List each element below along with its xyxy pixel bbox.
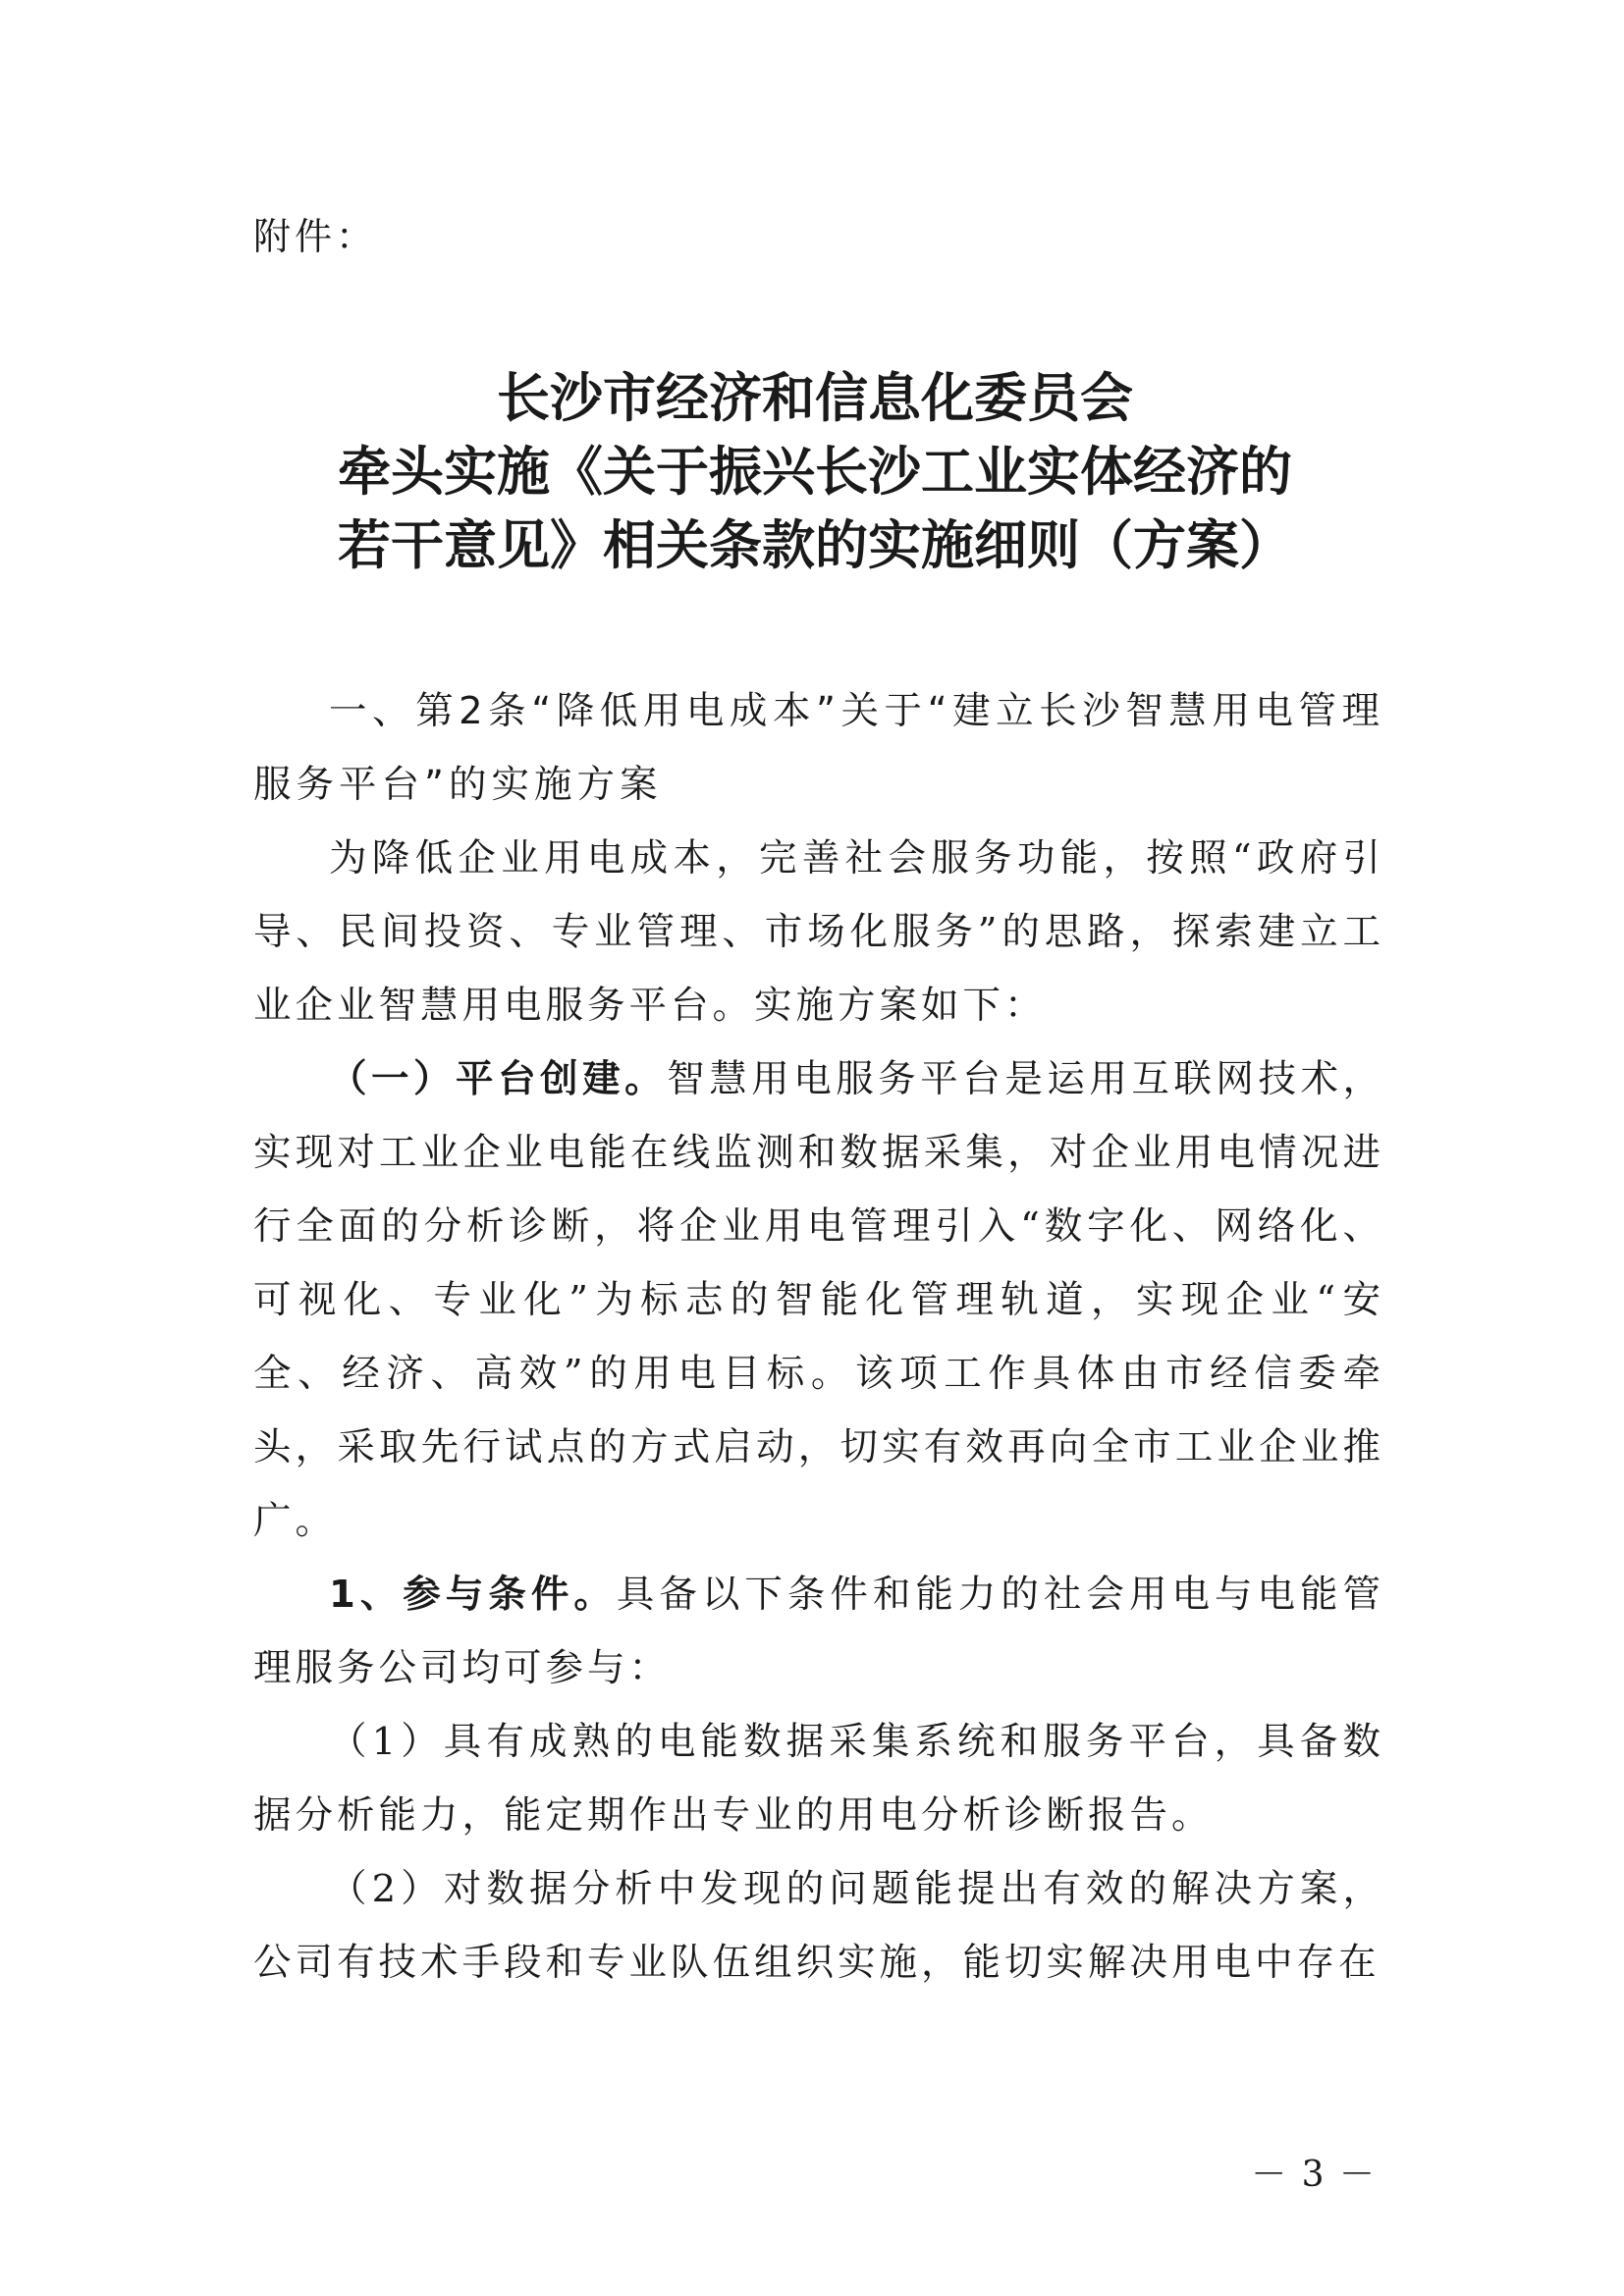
- condition-item-1: （1）具有成熟的电能数据采集系统和服务平台，具备数据分析能力，能定期作出专业的用电分析诊断报告。: [253, 1720, 1384, 1838]
- title-line-2: 牵头实施《关于振兴长沙工业实体经济的: [338, 441, 1292, 503]
- platform-lead: （一）平台创建。: [329, 1057, 668, 1101]
- title-line-3: 若干意见》相关条款的实施细则（方案）: [338, 514, 1292, 576]
- section-heading: 一、第2条“降低用电成本”关于“建立长沙智慧用电管理服务平台”的实施方案: [253, 689, 1384, 807]
- conditions-lead: 1、参与条件。: [329, 1573, 617, 1617]
- conditions-paragraph: [253, 1558, 1384, 1705]
- conditions-text: 具备以下条件和能力的社会用电与电能管理服务公司均可参与：: [253, 1573, 1384, 1690]
- page-number: － 3 －: [1251, 2155, 1377, 2195]
- document-body: [253, 674, 1384, 2000]
- intro-paragraph: 为降低企业用电成本，完善社会服务功能，按照“政府引导、民间投资、专业管理、市场化服务”的思路，探索建立工业企业智慧用电服务平台。实施方案如下：: [253, 836, 1384, 1028]
- title-line-1: 长沙市经济和信息化委员会: [497, 367, 1133, 429]
- attachment-label: 附件：: [253, 215, 378, 258]
- platform-paragraph: [253, 1042, 1384, 1558]
- document-title: [177, 361, 1453, 582]
- platform-text: 智慧用电服务平台是运用互联网技术，实现对工业企业电能在线监测和数据采集，对企业用电情况进行全面的分析诊断，将企业用电管理引入“数字化、网络化、可视化、专业化”为标志的智能化管理轨道，实现企业“安全、经济、高效”的用电目标。该项工作具体由市经信委牵头，采取先行试点的方式启动，切实有效再向全市工业企业推广。: [253, 1057, 1384, 1543]
- condition-item-2: （2）对数据分析中发现的问题能提出有效的解决方案，公司有技术手段和专业队伍组织实施，能切实解决用电中存在: [253, 1867, 1384, 1985]
